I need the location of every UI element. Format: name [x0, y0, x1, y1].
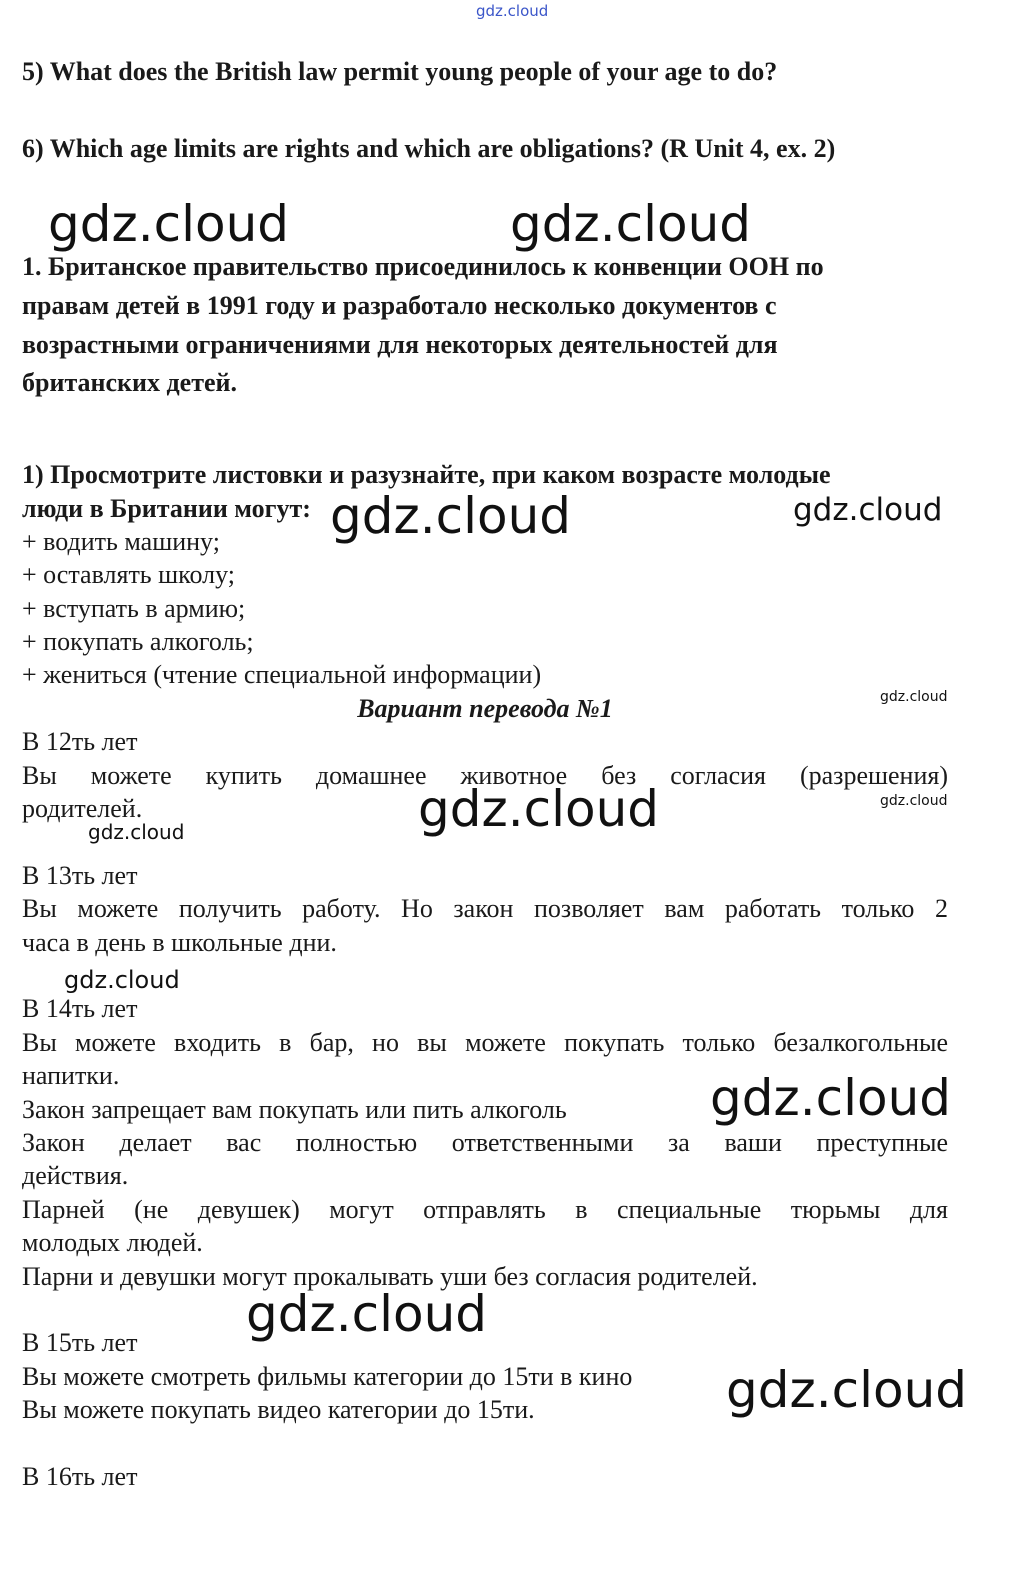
age-heading-15: В 15ть лет — [22, 1328, 138, 1357]
age13-text: Вы можете получить работу. Но закон позволяет вам работать только 2 — [22, 894, 948, 923]
intro-line: британских детей. — [22, 368, 237, 397]
list-item: + оставлять школу; — [22, 560, 236, 589]
watermark-small: gdz.cloud — [880, 689, 948, 705]
list-item: + жениться (чтение специальной информации) — [22, 660, 542, 689]
age14-text: Вы можете входить в бар, но вы можете покупать только безалкогольные — [22, 1028, 948, 1057]
task-line: 1) Просмотрите листовки и разузнайте, при каком возрасте молодые — [22, 460, 831, 489]
list-item: + вступать в армию; — [22, 594, 246, 623]
watermark-large: gdz.cloud — [246, 1285, 488, 1343]
watermark-large: gdz.cloud — [48, 195, 290, 253]
watermark-small: gdz.cloud — [64, 966, 180, 994]
age-heading-16: В 16ть лет — [22, 1462, 138, 1491]
age14-text: действия. — [22, 1161, 129, 1190]
age14-text: Парни и девушки могут прокалывать уши без согласия родителей. — [22, 1262, 758, 1291]
age15-text: Вы можете покупать видео категории до 15ти. — [22, 1395, 535, 1424]
age14-text: Закон делает вас полностью ответственными за ваши преступные — [22, 1128, 948, 1157]
watermark-large: gdz.cloud — [330, 487, 572, 545]
intro-line: правам детей в 1991 году и разработало несколько документов с — [22, 291, 777, 320]
age15-text: Вы можете смотреть фильмы категории до 15ти в кино — [22, 1362, 633, 1391]
question-5: 5) What does the British law permit young people of your age to do? — [22, 57, 778, 86]
variant-title: Вариант перевода №1 — [357, 694, 613, 723]
watermark-small: gdz.cloud — [880, 793, 948, 809]
list-item: + водить машину; — [22, 527, 220, 556]
watermark-large: gdz.cloud — [726, 1361, 968, 1419]
watermark-large: gdz.cloud — [418, 780, 660, 838]
question-6: 6) Which age limits are rights and which are obligations? (R Unit 4, ex. 2) — [22, 134, 836, 163]
age12-text: Вы можете купить домашнее животное без согласия (разрешения) — [22, 761, 948, 790]
age14-text: молодых людей. — [22, 1228, 203, 1257]
watermark-small: gdz.cloud — [88, 820, 185, 844]
age14-text: Парней (не девушек) могут отправлять в специальные тюрьмы для — [22, 1195, 948, 1224]
age14-text: напитки. — [22, 1061, 120, 1090]
age12-text: родителей. — [22, 794, 143, 823]
age13-text: часа в день в школьные дни. — [22, 928, 337, 957]
age-heading-13: В 13ть лет — [22, 861, 138, 890]
task-line: люди в Британии могут: — [22, 494, 311, 523]
watermark-medium: gdz.cloud — [793, 492, 943, 528]
watermark-top: gdz.cloud — [476, 2, 549, 20]
age-heading-12: В 12ть лет — [22, 727, 138, 756]
watermark-large: gdz.cloud — [510, 195, 752, 253]
intro-line: возрастными ограничениями для некоторых деятельностей для — [22, 330, 778, 359]
age-heading-14: В 14ть лет — [22, 994, 138, 1023]
list-item: + покупать алкоголь; — [22, 627, 254, 656]
age14-text: Закон запрещает вам покупать или пить алкоголь — [22, 1095, 567, 1124]
intro-line: 1. Британское правительство присоединилось к конвенции ООН по — [22, 252, 824, 281]
watermark-large: gdz.cloud — [710, 1069, 952, 1127]
